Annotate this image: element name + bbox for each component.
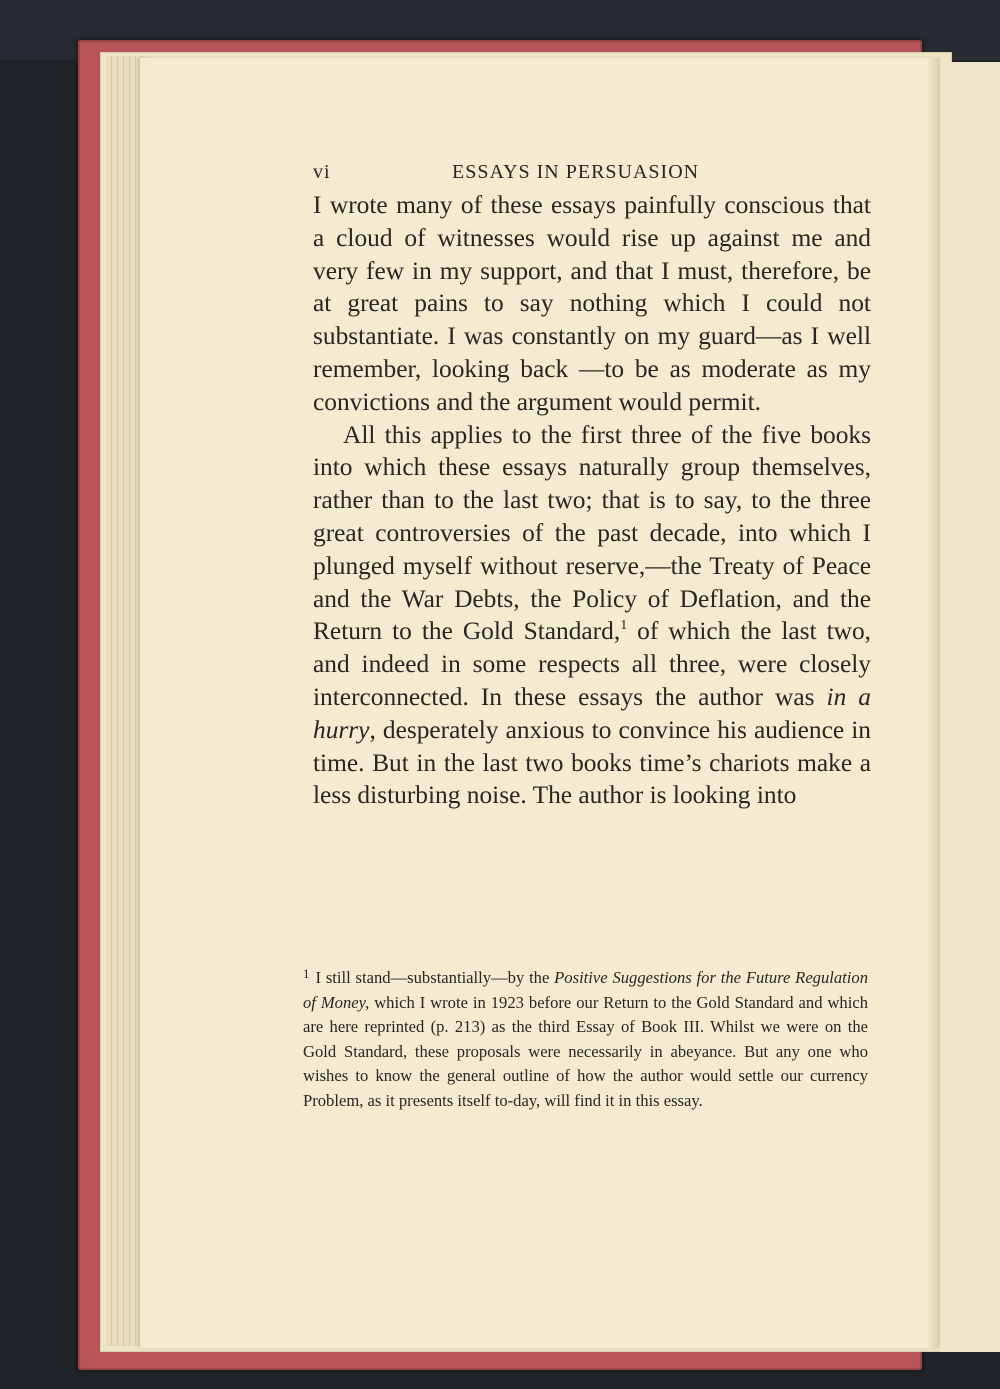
paragraph-2-part-c: , desperately anxious to convince his audience in time. But in the last two books time’s chariots make a less disturbing noise. The author is looking into (313, 715, 871, 810)
running-title: ESSAYS IN PERSUASION (452, 161, 700, 183)
footnote-text-a: I still stand—substantially—by the (315, 968, 555, 987)
footnote-number: 1 (303, 966, 310, 981)
main-text-block (313, 155, 871, 812)
paragraph-2-part-b: of which the last two, and indeed in some respects all three, were closely interconnected. In these essays the author was (313, 617, 871, 711)
footnote-reference[interactable]: 1 (620, 618, 628, 634)
facing-page-edge (940, 62, 1000, 1352)
page-number: vi (313, 161, 331, 183)
page-gutter (928, 58, 940, 1348)
emphasis-text: in a hurry (313, 682, 871, 744)
footnote-text (303, 962, 868, 1113)
running-header (313, 155, 871, 189)
footnote-cited-title: Positive Suggestions for the Future Regulation of Money, (303, 968, 868, 1012)
paragraph-1: I wrote many of these essays painfully conscious that a cloud of witnesses would rise up against me and very few in my support, and that I must, therefore, be at great pains to say nothing which I could not substantiate. I was constantly on my guard—as I well remember, looking back —to be as moderate as my convictions and the argument would permit. (313, 191, 871, 416)
paragraph-2 (313, 419, 871, 813)
footnote-text-b: which I wrote in 1923 before our Return to the Gold Standard and which are here reprinted (p. 213) as the third Essay of Book III. Whilst we were on the Gold Standard, these proposals were necessarily in abeyance. But any one who wishes to know the general outline of how the author would settle our currency Problem, as it presents itself to-day, will find it in this essay. (303, 992, 869, 1110)
paragraph-2-part-a: All this applies to the first three of the five books into which these essays naturally group themselves, rather than to the last two; that is to say, to the three great controversies of the past decade, into which I plunged myself without reserve,—the Treaty of Peace and the War Debts, the Policy of Deflation, and the Return to the Gold Standard, (313, 420, 871, 646)
footnote (303, 962, 868, 1113)
body-text (313, 189, 871, 812)
